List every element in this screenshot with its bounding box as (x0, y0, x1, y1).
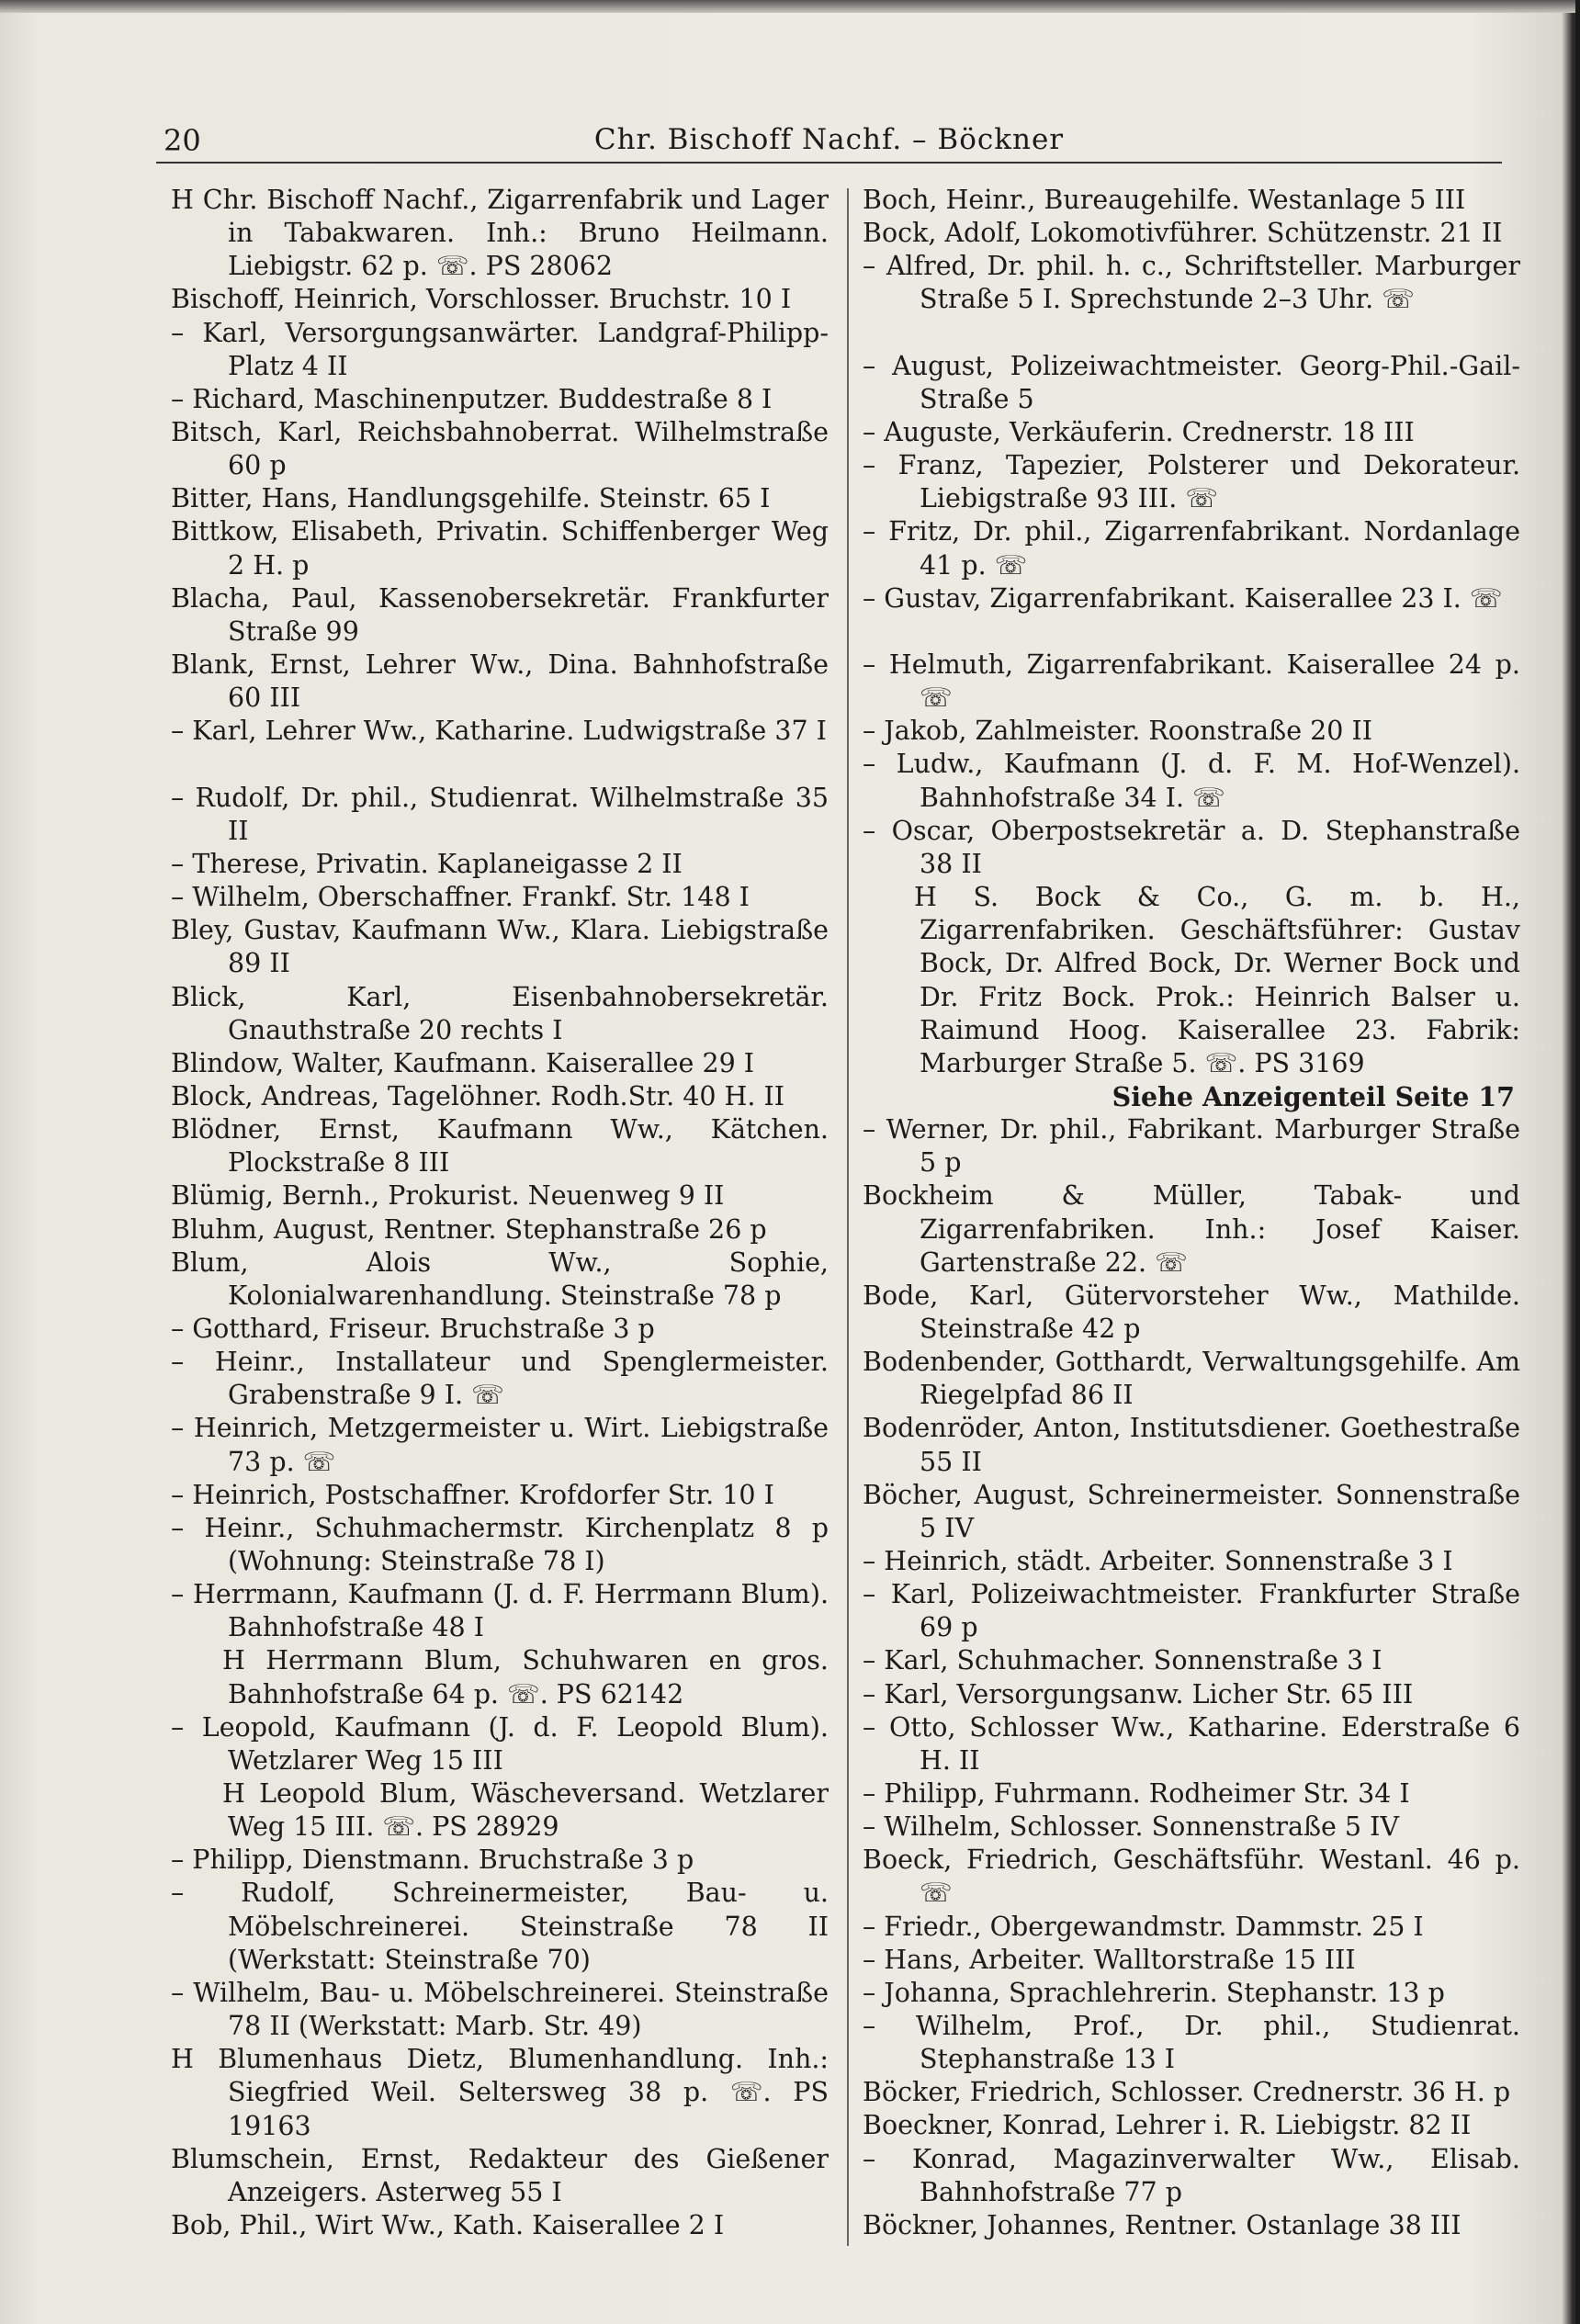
directory-entry: Bluhm, August, Rentner. Stephanstraße 26 p (171, 1213, 767, 1245)
directory-entry: – Franz, Tapezier, Polsterer und Dekorateur. Liebigstraße 93 III. ☏ (863, 450, 1520, 514)
directory-entry: – Werner, Dr. phil., Fabrikant. Marburger Straße 5 p (863, 1114, 1520, 1179)
directory-entry: Bode, Karl, Gütervorsteher Ww., Mathilde. Steinstraße 42 p (863, 1280, 1520, 1344)
directory-entry: – Alfred, Dr. phil. h. c., Schriftsteller. Marburger Straße 5 I. Sprechstunde 2–3 Uhr. ☏ (863, 251, 1520, 315)
directory-entry: Blank, Ernst, Lehrer Ww., Dina. Bahnhofstraße 60 III (171, 649, 829, 714)
directory-entry: – Rudolf, Dr. phil., Studienrat. Wilhelmstraße 35 II (171, 782, 829, 846)
directory-entry: – Karl, Lehrer Ww., Katharine. Ludwigstraße 37 I (171, 716, 827, 747)
column-divider (847, 188, 849, 2246)
directory-entry: Bock, Adolf, Lokomotivführer. Schützenstr. 21 II (863, 218, 1503, 249)
directory-entry: Boch, Heinr., Bureaugehilfe. Westanlage 5 III (863, 185, 1466, 215)
directory-entry: Blindow, Walter, Kaufmann. Kaiserallee 29 I (171, 1047, 755, 1078)
directory-entry: – Philipp, Dienstmann. Bruchstraße 3 p (171, 1845, 694, 1876)
cross-reference-note: Siehe Anzeigenteil Seite 17 (1112, 1080, 1515, 1112)
scan-edge (1575, 0, 1580, 2324)
directory-entry: – Gotthard, Friseur. Bruchstraße 3 p (171, 1313, 655, 1344)
directory-entry: – Johanna, Sprachlehrerin. Stephanstr. 13 p (863, 1977, 1445, 2008)
directory-entry: – Heinr., Installateur und Spenglermeister. Grabenstraße 9 I. ☏ (171, 1347, 829, 1411)
directory-entry: – Heinr., Schuhmachermstr. Kirchenplatz 8 p (Wohnung: Steinstraße 78 I) (171, 1512, 829, 1576)
directory-entry: – Karl, Schuhmacher. Sonnenstraße 3 I (863, 1645, 1382, 1676)
directory-entry: Blumschein, Ernst, Redakteur des Gießener Anzeigers. Asterweg 55 I (171, 2143, 829, 2207)
directory-entry: – Ludw., Kaufmann (J. d. F. M. Hof-Wenzel). Bahnhofstraße 34 I. ☏ (863, 749, 1520, 813)
directory-entry: Blümig, Bernh., Prokurist. Neuenweg 9 II (171, 1180, 725, 1212)
scan-top-edge (0, 0, 1580, 13)
directory-entry: – Wilhelm, Bau- u. Möbelschreinerei. Steinstraße 78 II (Werkstatt: Marb. Str. 49) (171, 1977, 829, 2042)
directory-entry: Boeckner, Konrad, Lehrer i. R. Liebigstr. 82 II (863, 2110, 1472, 2141)
running-title: Chr. Bischoff Nachf. – Böckner (593, 123, 1065, 156)
directory-entry: H Blumenhaus Dietz, Blumenhandlung. Inh.: Siegfried Weil. Seltersweg 38 p. ☏. PS 19163 (171, 2044, 829, 2141)
directory-entry: Block, Andreas, Tagelöhner. Rodh.Str. 40 H. II (171, 1080, 785, 1111)
directory-entry: Boeck, Friedrich, Geschäftsführ. Westanl. 46 p. ☏ (863, 1845, 1520, 1909)
directory-entry: – Karl, Polizeiwachtmeister. Frankfurter Straße 69 p (863, 1579, 1520, 1643)
page-header (156, 119, 1502, 164)
right-column (859, 184, 1520, 2242)
directory-entry: – Wilhelm, Schlosser. Sonnenstraße 5 IV (863, 1811, 1399, 1843)
directory-entry: H S. Bock & Co., G. m. b. H., Zigarrenfabriken. Geschäftsführer: Gustav Bock, Dr. Alfred Bock, Dr. Werner Bock und Dr. Fritz Bock. Prok.: Heinrich Balser u. Raimund Hoog. Kaiserallee 23. Fabrik: Marburger Straße 5. ☏. PS 3169 (914, 882, 1520, 1078)
directory-entry: Bley, Gustav, Kaufmann Ww., Klara. Liebigstraße 89 II (171, 915, 829, 979)
directory-entry: – Konrad, Magazinverwalter Ww., Elisab. Bahnhofstraße 77 p (863, 2143, 1520, 2207)
directory-entry: H Leopold Blum, Wäscheversand. Wetzlarer Weg 15 III. ☏. PS 28929 (222, 1778, 829, 1843)
directory-entry: H Herrmann Blum, Schuhwaren en gros. Bahnhofstraße 64 p. ☏. PS 62142 (222, 1645, 829, 1709)
directory-entry: – Heinrich, städt. Arbeiter. Sonnenstraße 3 I (863, 1546, 1453, 1577)
directory-entry: – August, Polizeiwachtmeister. Georg-Phil.-Gail-Straße 5 (863, 350, 1520, 414)
page-number: 20 (164, 123, 201, 158)
directory-entry: – Richard, Maschinenputzer. Buddestraße 8 I (171, 383, 773, 414)
directory-entry: – Jakob, Zahlmeister. Roonstraße 20 II (863, 716, 1372, 747)
directory-entry: – Otto, Schlosser Ww., Katharine. Ederstraße 6 H. II (863, 1711, 1520, 1776)
directory-entry: Böckner, Johannes, Rentner. Ostanlage 38 III (863, 2209, 1462, 2240)
directory-entry: – Gustav, Zigarrenfabrikant. Kaiserallee 23 I. ☏ (863, 582, 1503, 614)
directory-entry: – Heinrich, Postschaffner. Krofdorfer Str. 10 I (171, 1479, 774, 1510)
directory-entry: Blödner, Ernst, Kaufmann Ww., Kätchen. Plockstraße 8 III (171, 1114, 829, 1179)
directory-entry: Bodenbender, Gotthardt, Verwaltungsgehilfe. Am Riegelpfad 86 II (863, 1347, 1520, 1411)
directory-entry: Blum, Alois Ww., Sophie, Kolonialwarenhandlung. Steinstraße 78 p (171, 1247, 829, 1311)
directory-entry: Bob, Phil., Wirt Ww., Kath. Kaiserallee 2 I (171, 2209, 725, 2240)
directory-entry: – Friedr., Obergewandmstr. Dammstr. 25 I (863, 1911, 1424, 1942)
directory-entry: – Rudolf, Schreinermeister, Bau- u. Möbelschreinerei. Steinstraße 78 II (Werkstatt: Steinstraße 70) (171, 1878, 829, 1975)
directory-entry: – Leopold, Kaufmann (J. d. F. Leopold Blum). Wetzlarer Weg 15 III (171, 1711, 829, 1776)
directory-entry: H Chr. Bischoff Nachf., Zigarrenfabrik und Lager in Tabakwaren. Inh.: Bruno Heilmann. Liebigstr. 62 p. ☏. PS 28062 (171, 185, 829, 282)
directory-entry: – Karl, Versorgungsanwärter. Landgraf-Philipp-Platz 4 II (171, 317, 829, 381)
directory-entry: Bitter, Hans, Handlungsgehilfe. Steinstr. 65 I (171, 483, 771, 514)
directory-entry: Bockheim & Müller, Tabak- und Zigarrenfabriken. Inh.: Josef Kaiser. Gartenstraße 22. ☏ (863, 1180, 1520, 1278)
directory-entry: Blick, Karl, Eisenbahnobersekretär. Gnauthstraße 20 rechts I (171, 981, 829, 1045)
left-column (167, 184, 829, 2242)
directory-entry: Bittkow, Elisabeth, Privatin. Schiffenberger Weg 2 H. p (171, 516, 829, 581)
directory-entry: – Karl, Versorgungsanw. Licher Str. 65 III (863, 1678, 1414, 1709)
directory-entry: Böcker, Friedrich, Schlosser. Crednerstr. 36 H. p (863, 2077, 1511, 2108)
directory-entry: – Wilhelm, Oberschaffner. Frankf. Str. 148 I (171, 882, 750, 913)
directory-entry: Bitsch, Karl, Reichsbahnoberrat. Wilhelmstraße 60 p (171, 417, 829, 481)
directory-entry: Blacha, Paul, Kassenobersekretär. Frankfurter Straße 99 (171, 582, 829, 647)
directory-entry: – Wilhelm, Prof., Dr. phil., Studienrat. Stephanstraße 13 I (863, 2011, 1520, 2075)
directory-entry: Böcher, August, Schreinermeister. Sonnenstraße 5 IV (863, 1479, 1520, 1543)
directory-entry: – Auguste, Verkäuferin. Crednerstr. 18 III (863, 417, 1415, 448)
directory-entry: Bodenröder, Anton, Institutsdiener. Goethestraße 55 II (863, 1413, 1520, 1477)
directory-entry: – Therese, Privatin. Kaplaneigasse 2 II (171, 848, 683, 879)
directory-entry: – Hans, Arbeiter. Walltorstraße 15 III (863, 1944, 1356, 1975)
directory-entry: – Oscar, Oberpostsekretär a. D. Stephanstraße 38 II (863, 815, 1520, 879)
directory-entry: – Helmuth, Zigarrenfabrikant. Kaiserallee 24 p. ☏ (863, 649, 1520, 714)
directory-entry: – Fritz, Dr. phil., Zigarrenfabrikant. Nordanlage 41 p. ☏ (863, 516, 1520, 581)
directory-entry: Bischoff, Heinrich, Vorschlosser. Bruchstr. 10 I (171, 284, 792, 315)
directory-entry: – Heinrich, Metzgermeister u. Wirt. Liebigstraße 73 p. ☏ (171, 1413, 829, 1477)
directory-entry: – Herrmann, Kaufmann (J. d. F. Herrmann Blum). Bahnhofstraße 48 I (171, 1579, 829, 1643)
directory-entry: – Philipp, Fuhrmann. Rodheimer Str. 34 I (863, 1778, 1410, 1810)
